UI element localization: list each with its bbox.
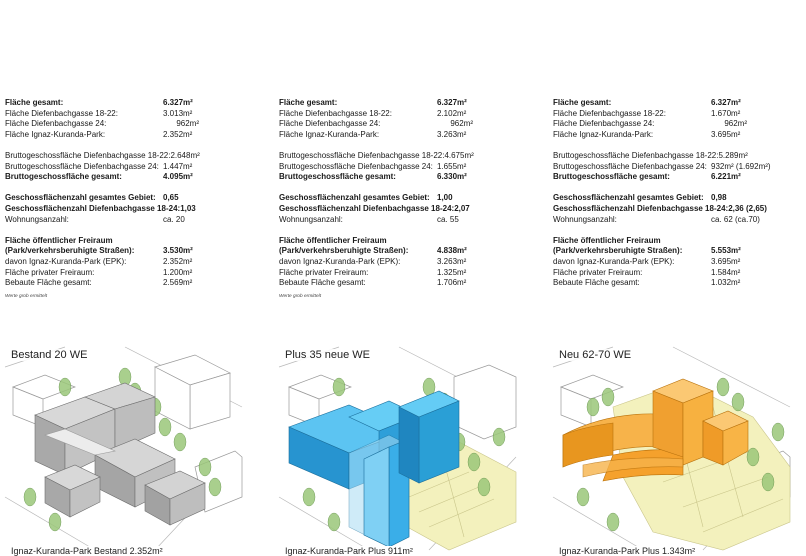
stat-row — [279, 193, 515, 204]
stat-row — [279, 130, 515, 141]
stat-value-text: 1,03 — [180, 203, 196, 213]
stat-value-text: ca. 62 (ca.70) — [711, 214, 760, 224]
stat-value-text: 3.263m² — [437, 256, 467, 266]
stat-value — [163, 162, 241, 173]
stat-label: Fläche privater Freiraum: — [279, 267, 369, 277]
stat-value-text: 4.838m² — [437, 246, 467, 256]
panel-plus — [279, 347, 516, 556]
tree-icon — [468, 453, 480, 471]
stat-row — [5, 246, 241, 257]
stat-value — [454, 204, 532, 215]
stat-value-text: 1.032m² — [711, 278, 741, 288]
tree-icon — [478, 478, 490, 496]
tree-icon — [772, 423, 784, 441]
stat-row — [553, 98, 789, 109]
stat-value-text: 2,36 (2,65) — [728, 203, 767, 213]
stat-label: davon Ignaz-Kuranda-Park (EPK): — [279, 256, 401, 266]
stat-value — [711, 278, 789, 289]
stat-value — [163, 172, 241, 183]
stat-value-text: 3.263m² — [437, 129, 467, 139]
stat-row — [5, 130, 241, 141]
stat-value-text: 0,65 — [163, 193, 179, 203]
stat-row — [279, 278, 515, 289]
model-neu — [553, 347, 790, 550]
stat-value-text: 2.569m² — [163, 278, 193, 288]
stat-row — [5, 98, 241, 109]
stat-label: Fläche Diefenbachgasse 24: — [279, 119, 381, 129]
stat-label: Fläche gesamt: — [5, 98, 64, 107]
panel-footer-bestand: Ignaz-Kuranda-Park Bestand 2.352m² — [11, 546, 163, 556]
stat-value — [711, 236, 789, 247]
stat-label: Fläche öffentlicher Freiraum — [279, 235, 387, 245]
stat-row — [5, 172, 241, 183]
stat-value — [444, 151, 522, 162]
stat-label: Wohnungsanzahl: — [553, 214, 617, 224]
stat-value-text: 1.325m² — [437, 267, 467, 277]
stat-value-text: 6.327m² — [437, 98, 467, 107]
stat-label: Bruttogeschossfläche gesamt: — [279, 172, 396, 182]
tree-icon — [328, 513, 340, 531]
model-plus — [279, 347, 516, 550]
stat-label: davon Ignaz-Kuranda-Park (EPK): — [553, 256, 675, 266]
stat-value-text: 1.655m² — [437, 161, 467, 171]
stat-row — [553, 151, 789, 162]
stat-value — [437, 278, 515, 289]
row-gap — [553, 183, 789, 194]
stat-value — [437, 236, 515, 247]
stat-label: Fläche Diefenbachgasse 24: — [553, 119, 655, 129]
stat-row — [5, 193, 241, 204]
stat-row — [5, 215, 241, 226]
panel-neu — [553, 347, 790, 556]
stat-row — [279, 151, 515, 162]
stat-label: Geschossflächenzahl gesamtes Gebiet: — [279, 193, 430, 203]
stat-value — [163, 257, 241, 268]
stat-label: Geschossflächenzahl Diefenbachgasse 18-24: — [553, 203, 729, 213]
panel-title-neu: Neu 62-70 WE — [559, 349, 632, 361]
tree-icon — [762, 473, 774, 491]
stat-label: Fläche privater Freiraum: — [553, 267, 643, 277]
stat-value — [163, 236, 241, 247]
stat-label: Bruttogeschossfläche Diefenbachgasse 24: — [5, 161, 159, 171]
panel-title-bestand: Bestand 20 WE — [11, 349, 88, 361]
stat-value — [170, 151, 248, 162]
stat-value-text: 6.221m² — [711, 172, 741, 182]
stat-value-text: ca. 55 — [437, 214, 459, 224]
stat-row — [5, 151, 241, 162]
stat-label: (Park/verkehrsberuhigte Straßen): — [553, 246, 683, 256]
stat-row — [553, 215, 789, 226]
stat-label: Fläche Ignaz-Kuranda-Park: — [279, 129, 380, 139]
stat-label: Bruttogeschossfläche Diefenbachgasse 18-22: — [553, 150, 719, 160]
stat-value — [711, 119, 789, 130]
stat-label: Fläche gesamt: — [553, 98, 612, 107]
stat-row — [553, 257, 789, 268]
tree-icon — [747, 448, 759, 466]
stat-value-text: 4.095m² — [163, 172, 193, 182]
stat-row — [553, 268, 789, 279]
stat-value — [437, 215, 515, 226]
stat-row — [5, 204, 241, 215]
tree-icon — [732, 393, 744, 411]
tree-icon — [199, 458, 211, 476]
stat-row — [279, 98, 515, 109]
stat-label: davon Ignaz-Kuranda-Park (EPK): — [5, 256, 127, 266]
row-gap — [5, 140, 241, 151]
stat-value — [163, 215, 241, 226]
stat-value-text: 1.670m² — [711, 108, 741, 118]
stat-value-text: 1,00 — [437, 193, 453, 203]
stat-label: Fläche gesamt: — [279, 98, 338, 107]
stat-value-text: 0,98 — [711, 193, 727, 203]
stat-label: (Park/verkehrsberuhigte Straßen): — [279, 246, 409, 256]
stat-value — [711, 215, 789, 226]
stat-row — [5, 162, 241, 173]
stat-value-text: 932m² (1.692m²) — [711, 161, 771, 171]
stat-row — [553, 172, 789, 183]
stat-value-text: 2.102m² — [437, 108, 467, 118]
stat-value — [163, 268, 241, 279]
stat-label: Fläche privater Freiraum: — [5, 267, 95, 277]
stat-value — [437, 130, 515, 141]
stat-row — [553, 119, 789, 130]
stat-value — [711, 162, 789, 173]
stat-label: Geschossflächenzahl Diefenbachgasse 18-24: — [279, 203, 455, 213]
stat-value — [437, 119, 515, 130]
stat-row — [279, 204, 515, 215]
tree-icon — [303, 488, 315, 506]
stat-label: Fläche Ignaz-Kuranda-Park: — [5, 129, 106, 139]
stat-value — [711, 130, 789, 141]
stat-row — [279, 246, 515, 257]
stat-label: Geschossflächenzahl Diefenbachgasse 18-24: — [5, 203, 181, 213]
row-gap — [279, 225, 515, 236]
row-gap — [279, 183, 515, 194]
tree-icon — [174, 433, 186, 451]
stat-row — [279, 215, 515, 226]
stat-value-text: 5.289m² — [718, 150, 748, 160]
stat-value-text: 3.695m² — [711, 129, 741, 139]
tree-icon — [59, 378, 71, 396]
stat-label: Geschossflächenzahl gesamtes Gebiet: — [553, 193, 704, 203]
stat-row — [279, 236, 515, 247]
stat-value-text: 962m² — [450, 119, 473, 129]
tree-icon — [209, 478, 221, 496]
stat-value — [711, 98, 789, 109]
stat-value-text: ca. 20 — [163, 214, 185, 224]
stat-label: (Park/verkehrsberuhigte Straßen): — [5, 246, 135, 256]
stat-value-text: 1.200m² — [163, 267, 193, 277]
stat-row — [553, 204, 789, 215]
stat-row — [5, 109, 241, 120]
stat-row — [5, 278, 241, 289]
stat-label: Fläche Diefenbachgasse 24: — [5, 119, 107, 129]
stat-value — [711, 257, 789, 268]
stat-value-text: 1.447m² — [163, 161, 193, 171]
stat-value-text: 3.530m² — [163, 246, 193, 256]
stat-value-text: 5.553m² — [711, 246, 741, 256]
row-gap — [553, 225, 789, 236]
stat-value — [437, 162, 515, 173]
stat-row — [553, 162, 789, 173]
stats-column-plus — [279, 98, 515, 302]
tree-icon — [159, 418, 171, 436]
stat-value — [437, 172, 515, 183]
stat-value-text: 6.327m² — [711, 98, 741, 107]
row-gap — [5, 225, 241, 236]
stat-row — [279, 172, 515, 183]
stat-label: Wohnungsanzahl: — [5, 214, 69, 224]
stat-value — [711, 109, 789, 120]
stat-label: Bebaute Fläche gesamt: — [279, 278, 366, 288]
stat-value — [718, 151, 796, 162]
stat-value-text: 962m² — [176, 119, 199, 129]
stat-value — [163, 119, 241, 130]
panel-footer-neu: Ignaz-Kuranda-Park Plus 1.343m² — [559, 546, 696, 556]
stat-value — [711, 268, 789, 279]
stat-label: Fläche öffentlicher Freiraum — [5, 235, 113, 245]
stat-value — [437, 98, 515, 109]
stats-column-bestand — [5, 98, 241, 302]
tree-icon — [333, 378, 345, 396]
row-gap — [279, 140, 515, 151]
stat-value-text: 6.330m² — [437, 172, 467, 182]
stat-value — [163, 246, 241, 257]
row-gap — [553, 140, 789, 151]
stat-value — [437, 257, 515, 268]
panel-footer-plus: Ignaz-Kuranda-Park Plus 911m² — [285, 546, 413, 556]
stat-label: Geschossflächenzahl gesamtes Gebiet: — [5, 193, 156, 203]
stat-label: Bruttogeschossfläche gesamt: — [5, 172, 122, 182]
stat-value-text: 4.675m² — [444, 150, 474, 160]
stat-label: Fläche Diefenbachgasse 18-22: — [279, 108, 392, 118]
stat-label: Bruttogeschossfläche Diefenbachgasse 24: — [279, 161, 433, 171]
stat-row — [553, 193, 789, 204]
tree-icon — [49, 513, 61, 531]
stat-value-text: 2.352m² — [163, 256, 193, 266]
stat-value-text: 3.695m² — [711, 256, 741, 266]
stat-row — [279, 268, 515, 279]
tree-icon — [607, 513, 619, 531]
stat-label: Bebaute Fläche gesamt: — [553, 278, 640, 288]
stat-value-text: 3.013m² — [163, 108, 193, 118]
stat-value-text: 6.327m² — [163, 98, 193, 107]
tree-icon — [587, 398, 599, 416]
stat-label: Bruttogeschossfläche Diefenbachgasse 18-22: — [5, 150, 171, 160]
stat-value — [711, 246, 789, 257]
stat-value — [163, 98, 241, 109]
tree-icon — [602, 388, 614, 406]
stat-value — [163, 109, 241, 120]
stat-value — [163, 130, 241, 141]
stats-column-neu — [553, 98, 789, 289]
stat-label: Wohnungsanzahl: — [279, 214, 343, 224]
stat-row — [5, 268, 241, 279]
stat-row — [279, 162, 515, 173]
stat-value — [728, 204, 806, 215]
stat-row — [5, 119, 241, 130]
stat-value — [711, 172, 789, 183]
tree-icon — [24, 488, 36, 506]
stat-value — [437, 193, 515, 204]
tree-icon — [577, 488, 589, 506]
stat-value-text: 962m² — [724, 119, 747, 129]
stat-label: Bruttogeschossfläche gesamt: — [553, 172, 670, 182]
stat-value — [163, 278, 241, 289]
stat-value — [437, 268, 515, 279]
stat-label: Bruttogeschossfläche Diefenbachgasse 18-22: — [279, 150, 445, 160]
stat-value-text: 2,07 — [454, 203, 470, 213]
stat-row — [5, 236, 241, 247]
stat-value-text: 1.584m² — [711, 267, 741, 277]
stat-value-text: 1.706m² — [437, 278, 467, 288]
stat-value-text: 2.352m² — [163, 129, 193, 139]
stat-value — [437, 246, 515, 257]
stat-label: Fläche Ignaz-Kuranda-Park: — [553, 129, 654, 139]
stat-row — [553, 109, 789, 120]
values-note: Werte grob ermittelt — [5, 293, 48, 299]
stat-value — [163, 193, 241, 204]
tree-icon — [493, 428, 505, 446]
stat-value — [711, 193, 789, 204]
stat-row — [553, 278, 789, 289]
stat-row — [279, 257, 515, 268]
stat-value-text: 2.648m² — [170, 150, 200, 160]
stat-label: Bruttogeschossfläche Diefenbachgasse 24: — [553, 161, 707, 171]
stat-row — [553, 130, 789, 141]
stat-row — [553, 236, 789, 247]
stat-row — [279, 119, 515, 130]
panel-title-plus: Plus 35 neue WE — [285, 349, 370, 361]
stat-row — [553, 246, 789, 257]
panel-bestand — [5, 347, 242, 556]
stat-value — [437, 109, 515, 120]
stat-row — [279, 109, 515, 120]
stat-row — [5, 257, 241, 268]
model-bestand — [5, 347, 242, 550]
tree-icon — [717, 378, 729, 396]
stat-value — [180, 204, 258, 215]
row-gap — [5, 183, 241, 194]
stat-label: Fläche öffentlicher Freiraum — [553, 235, 661, 245]
stat-label: Bebaute Fläche gesamt: — [5, 278, 92, 288]
stat-label: Fläche Diefenbachgasse 18-22: — [5, 108, 118, 118]
stat-label: Fläche Diefenbachgasse 18-22: — [553, 108, 666, 118]
values-note: Werte grob ermittelt — [279, 293, 322, 299]
